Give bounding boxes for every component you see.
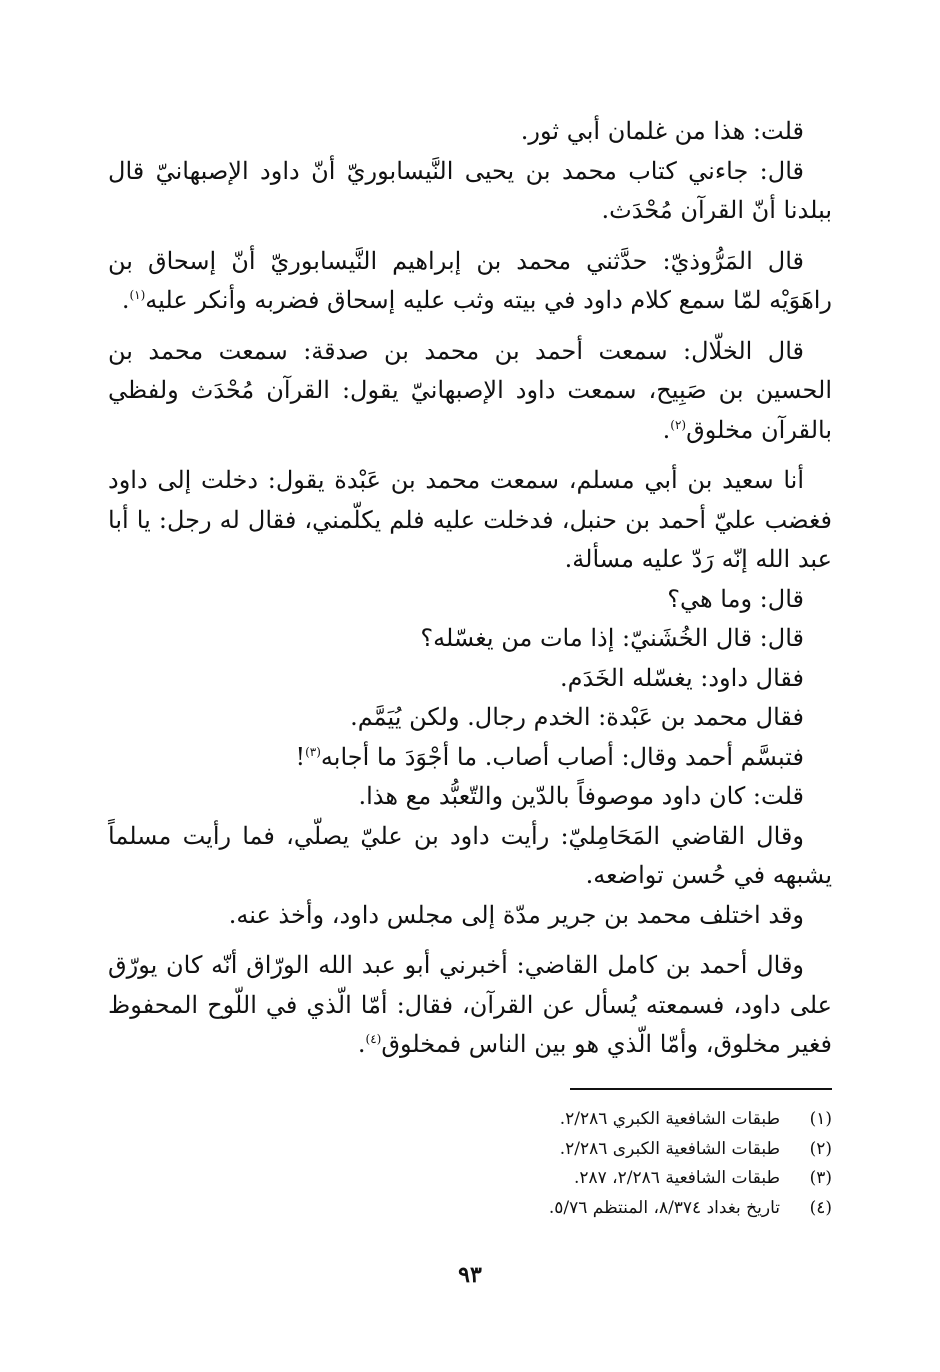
paragraph: قال المَرُّوذيّ: حدَّثني محمد بن إبراهيم النَّيسابوريّ أنّ إسحاق بن راهَوَيْه لمّا سمع كلام داود في بيته وثب عليه إسحاق فضربه وأنكر عليه$^{(١)}$.	[108, 246, 832, 314]
footnote-number: (٢)	[809, 1138, 832, 1159]
paragraph: قال: جاءني كتاب محمد بن يحيى النَّيسابوريّ أنّ داود الإصبهانيّ قال ببلدنا أنّ القرآن مُحْدَث.	[108, 156, 832, 224]
footnote	[332, 1105, 832, 1135]
paragraph: قلت: كان داود موصوفاً بالدّين والتّعبُّد مع هذا.	[358, 782, 804, 810]
main-text	[108, 112, 832, 1065]
footnote	[332, 1164, 832, 1194]
paragraph: أنا سعيد بن أبي مسلم، سمعت محمد بن عَبْدة يقول: دخلت إلى داود فغضب عليّ أحمد بن حنبل، فدخلت عليه فلم يكلّمني، فقال له رجل: يا أبا عبد الله إنّه رَدّ عليه مسألة.	[108, 466, 832, 573]
page-number: ٩٣	[458, 1262, 482, 1288]
footnotes	[332, 1105, 832, 1223]
paragraph: وقال القاضي المَحَامِليّ: رأيت داود بن عليّ يصلّي، فما رأيت مسلماً يشبهه في حُسن تواضعه.	[108, 821, 832, 889]
footnote	[332, 1194, 832, 1224]
paragraph: فتبسَّم أحمد وقال: أصاب أصاب. ما أجْوَدَ ما أجابه$^{(٣)}$!	[295, 742, 804, 771]
paragraph: قال: قال الخُشَنيّ: إذا مات من يغسّله؟	[420, 624, 804, 652]
footnote-text: طبقات الشافعية الكبرى ٢/٢٨٦.	[559, 1138, 780, 1159]
paragraph: وقد اختلف محمد بن جرير مدّة إلى مجلس داود، وأخذ عنه.	[228, 900, 804, 929]
paragraph: وقال أحمد بن كامل القاضي: أخبرني أبو عبد الله الورّاق أنّه كان يورّق على داود، فسمعته يُسأل عن القرآن، فقال: أمّا الّذي في اللّوح المحفوظ فغير مخلوق، وأمّا الّذي هو بين الناس فمخلوق$^{(٤)}$.	[108, 951, 832, 1058]
footnote-marker: (١)	[129, 288, 146, 302]
footnote	[332, 1135, 832, 1165]
footnote-number: (٣)	[809, 1168, 832, 1188]
footnote-number: (٤)	[809, 1197, 832, 1218]
paragraph: فقال محمد بن عَبْدة: الخدم رجال. ولكن يُيَمَّم.	[350, 703, 804, 731]
footnote-text: طبقات الشافعية الكبري ٢/٢٨٦.	[559, 1109, 780, 1129]
footnote-marker: (٤)	[365, 1032, 382, 1046]
footnote-marker: (٣)	[305, 744, 321, 759]
footnote-text: تاريخ بغداد ٨/٣٧٤، المنتظم ٥/٧٦.	[548, 1197, 780, 1218]
footnote-number: (١)	[809, 1109, 832, 1129]
footnote-divider	[570, 1088, 832, 1090]
footnote-text: طبقات الشافعية ٢/٢٨٦، ٢٨٧.	[573, 1168, 780, 1188]
paragraph: قال: وما هي؟	[667, 584, 804, 613]
paragraph: فقال داود: يغسّله الخَدَم.	[559, 663, 804, 692]
footnote-marker: (٢)	[670, 417, 687, 432]
paragraph: قلت: هذا من غلمان أبي ثور.	[520, 117, 804, 145]
paragraph: قال الخلّال: سمعت أحمد بن محمد بن صدقة: سمعت محمد بن الحسين بن صَبِيح، سمعت داود الإصبهانيّ يقول: القرآن مُحْدَث ولفظي بالقرآن مخلوق$^{(٢)}$.	[108, 336, 832, 444]
